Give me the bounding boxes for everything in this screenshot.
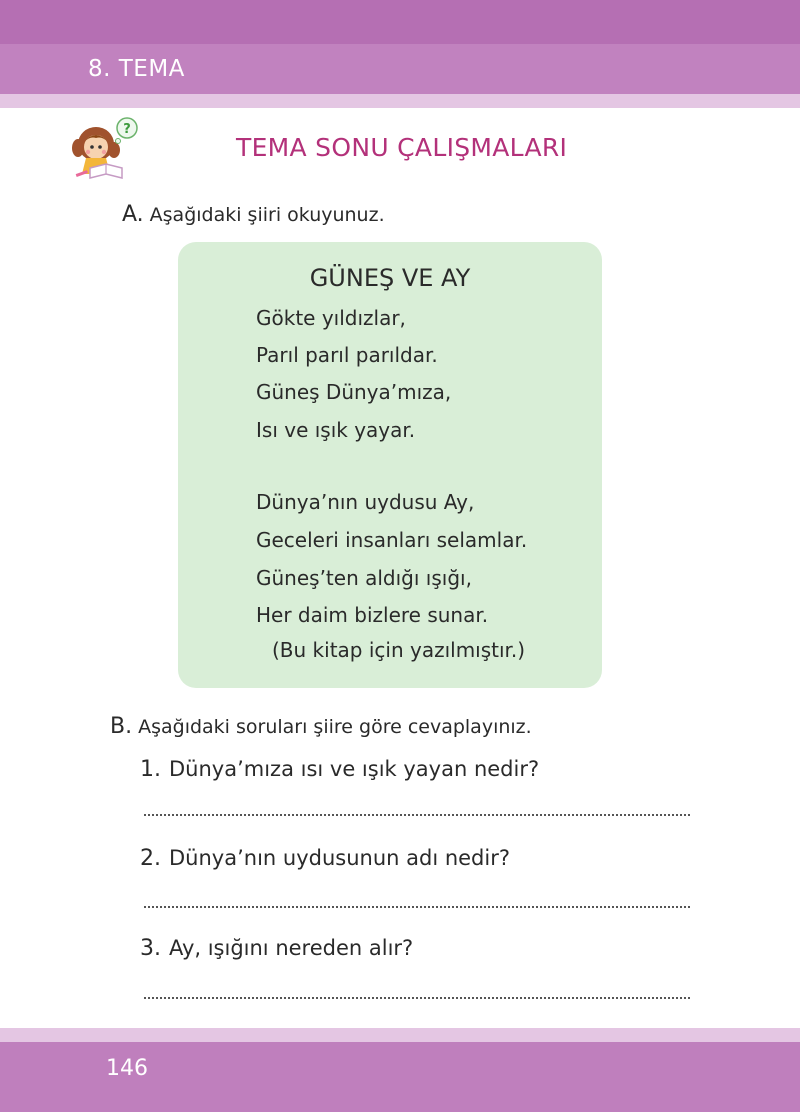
poem-box: [178, 242, 602, 688]
poem-title: GÜNEŞ VE AY: [309, 264, 471, 292]
instruction-a: [122, 202, 385, 227]
question-number: 1.: [140, 757, 161, 782]
footer-band-top: [0, 1028, 800, 1042]
answer-line-2[interactable]: [144, 906, 690, 908]
poem-line: Geceleri insanları selamlar.: [256, 528, 528, 552]
header-band-bottom: [0, 94, 800, 108]
reading-girl-icon: [72, 114, 140, 184]
question-2: [140, 846, 510, 871]
poem-line: Parıl parıl parıldar.: [256, 343, 438, 367]
poem-line: Güneş Dünya’mıza,: [256, 380, 452, 404]
question-number: 3.: [140, 936, 161, 961]
instruction-a-text: Aşağıdaki şiiri okuyunuz.: [149, 204, 385, 226]
poem-source: (Bu kitap için yazılmıştır.): [272, 638, 526, 662]
question-1: [140, 757, 539, 782]
instruction-b-letter: B.: [110, 714, 133, 739]
question-text: Dünya’nın uydusunun adı nedir?: [169, 846, 511, 870]
instruction-a-letter: A.: [122, 202, 144, 227]
poem-line: Her daim bizlere sunar.: [256, 603, 489, 627]
poem-line: Güneş’ten aldığı ışığı,: [256, 566, 472, 590]
poem-line: Dünya’nın uydusu Ay,: [256, 490, 475, 514]
svg-text:?: ?: [123, 122, 131, 137]
header-band-top: [0, 0, 800, 44]
section-title: TEMA SONU ÇALIŞMALARI: [236, 133, 568, 162]
instruction-b: [110, 714, 532, 739]
question-text: Ay, ışığını nereden alır?: [169, 936, 414, 960]
poem-line: Isı ve ışık yayar.: [256, 418, 416, 442]
page-number: 146: [106, 1056, 148, 1081]
question-3: [140, 936, 413, 961]
answer-line-1[interactable]: [144, 814, 690, 816]
theme-label: 8. TEMA: [88, 56, 185, 82]
answer-line-3[interactable]: [144, 997, 690, 999]
question-number: 2.: [140, 846, 161, 871]
instruction-b-text: Aşağıdaki soruları şiire göre cevaplayınız.: [138, 716, 532, 738]
question-text: Dünya’mıza ısı ve ışık yayan nedir?: [169, 757, 540, 781]
poem-line: Gökte yıldızlar,: [256, 306, 406, 330]
